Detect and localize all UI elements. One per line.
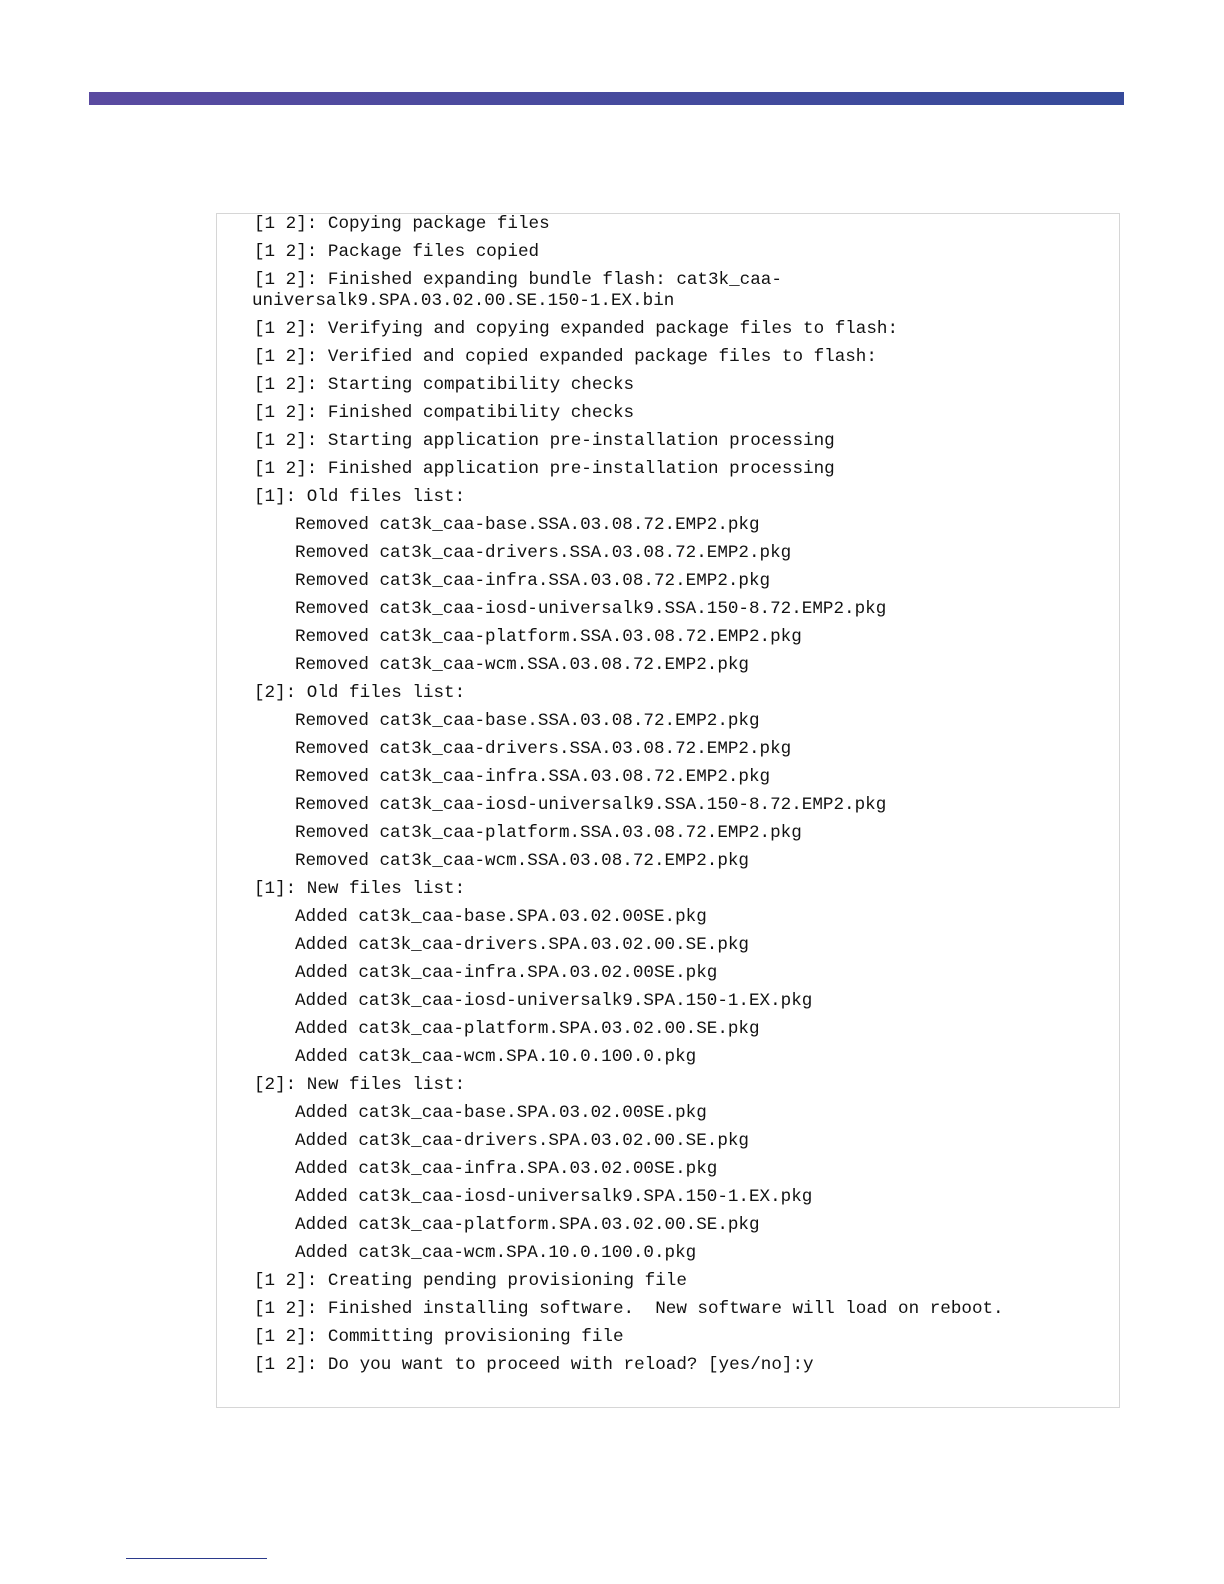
console-line — [254, 655, 1109, 683]
console-line — [254, 1019, 1109, 1047]
console-line-text: [1 2]: Creating pending provisioning file — [254, 1271, 687, 1291]
console-line — [254, 1215, 1109, 1243]
console-line-text: Added cat3k_caa-wcm.SPA.10.0.100.0.pkg — [295, 1047, 697, 1067]
console-line-continuation: universalk9.SPA.03.02.00.SE.150-1.EX.bin — [252, 291, 675, 311]
console-line — [254, 347, 1109, 375]
console-line-text: [1]: New files list: — [254, 879, 466, 899]
console-line-text: [1 2]: Starting application pre-installation processing — [254, 431, 835, 451]
console-line — [254, 487, 1109, 515]
console-line-text: [1 2]: Finished compatibility checks — [254, 403, 635, 423]
console-line — [254, 319, 1109, 347]
console-line-text: [1]: Old files list: — [254, 487, 466, 507]
console-line-text: Removed cat3k_caa-drivers.SSA.03.08.72.EMP2.pkg — [295, 739, 792, 759]
console-line-text: [1 2]: Package files copied — [254, 242, 540, 262]
console-line — [254, 1271, 1109, 1299]
console-line-text: Removed cat3k_caa-wcm.SSA.03.08.72.EMP2.pkg — [295, 851, 749, 871]
console-line — [254, 1243, 1109, 1271]
console-line — [254, 711, 1109, 739]
console-line-text: Removed cat3k_caa-base.SSA.03.08.72.EMP2.pkg — [295, 515, 760, 535]
console-output-box — [216, 213, 1120, 1408]
console-line-text: Removed cat3k_caa-infra.SSA.03.08.72.EMP2.pkg — [295, 767, 771, 787]
console-line — [254, 431, 1109, 459]
console-line — [254, 1103, 1109, 1131]
console-line — [254, 767, 1109, 795]
console-line — [254, 214, 1109, 242]
console-line-text: [1 2]: Finished application pre-installation processing — [254, 459, 835, 479]
console-line — [254, 1187, 1109, 1215]
console-line — [254, 879, 1109, 907]
console-line-text: Added cat3k_caa-base.SPA.03.02.00SE.pkg — [295, 1103, 707, 1123]
console-output-lines — [254, 214, 1109, 1383]
console-line — [254, 795, 1109, 823]
console-line — [254, 1299, 1109, 1327]
console-line-text: Added cat3k_caa-base.SPA.03.02.00SE.pkg — [295, 907, 707, 927]
console-line-text: [1 2]: Verifying and copying expanded package files to flash: — [254, 319, 899, 339]
console-line-text: Removed cat3k_caa-wcm.SSA.03.08.72.EMP2.pkg — [295, 655, 749, 675]
console-line-text: Added cat3k_caa-iosd-universalk9.SPA.150-1.EX.pkg — [295, 1187, 813, 1207]
footer-rule — [126, 1558, 267, 1559]
console-line-text: Removed cat3k_caa-platform.SSA.03.08.72.EMP2.pkg — [295, 823, 802, 843]
console-line-text: [1 2]: Starting compatibility checks — [254, 375, 635, 395]
console-line — [254, 515, 1109, 543]
console-line-text: [1 2]: Do you want to proceed with reload? [yes/no]:y — [254, 1355, 814, 1375]
console-line — [254, 851, 1109, 879]
console-line-text: Added cat3k_caa-drivers.SPA.03.02.00.SE.pkg — [295, 1131, 749, 1151]
console-line — [254, 571, 1109, 599]
console-line-text: [2]: Old files list: — [254, 683, 466, 703]
console-line — [254, 739, 1109, 767]
console-line — [254, 403, 1109, 431]
console-line-text: Removed cat3k_caa-iosd-universalk9.SSA.150-8.72.EMP2.pkg — [295, 599, 887, 619]
console-line — [254, 963, 1109, 991]
console-line-text: [1 2]: Finished expanding bundle flash: cat3k_caa- — [254, 270, 782, 290]
console-line — [254, 907, 1109, 935]
console-line — [254, 935, 1109, 963]
console-line-text: Added cat3k_caa-drivers.SPA.03.02.00.SE.pkg — [295, 935, 749, 955]
console-line — [254, 375, 1109, 403]
console-line — [254, 1075, 1109, 1103]
console-line-text: Added cat3k_caa-platform.SPA.03.02.00.SE.pkg — [295, 1215, 760, 1235]
console-line-text: [1 2]: Verified and copied expanded package files to flash: — [254, 347, 877, 367]
console-line-text: [1 2]: Finished installing software. New software will load on reboot. — [254, 1299, 1004, 1319]
console-line — [254, 1327, 1109, 1355]
console-line — [254, 459, 1109, 487]
console-line-text: Removed cat3k_caa-drivers.SSA.03.08.72.EMP2.pkg — [295, 543, 792, 563]
console-line — [254, 823, 1109, 851]
console-line — [254, 627, 1109, 655]
console-line — [254, 543, 1109, 571]
console-line — [254, 1047, 1109, 1075]
console-line — [254, 1131, 1109, 1159]
console-line — [254, 1355, 1109, 1383]
console-line — [254, 599, 1109, 627]
console-line-text: Added cat3k_caa-infra.SPA.03.02.00SE.pkg — [295, 1159, 718, 1179]
console-line-text: Removed cat3k_caa-iosd-universalk9.SSA.150-8.72.EMP2.pkg — [295, 795, 887, 815]
console-line-text: [1 2]: Copying package files — [254, 214, 550, 234]
console-line — [254, 991, 1109, 1019]
console-line — [254, 242, 1109, 270]
console-line-text: Added cat3k_caa-wcm.SPA.10.0.100.0.pkg — [295, 1243, 697, 1263]
console-line-text: Added cat3k_caa-infra.SPA.03.02.00SE.pkg — [295, 963, 718, 983]
console-line-text: Added cat3k_caa-platform.SPA.03.02.00.SE.pkg — [295, 1019, 760, 1039]
console-line — [254, 270, 1109, 319]
console-line-text: Added cat3k_caa-iosd-universalk9.SPA.150-1.EX.pkg — [295, 991, 813, 1011]
console-line — [254, 683, 1109, 711]
header-accent-bar — [89, 92, 1124, 105]
console-line-text: Removed cat3k_caa-base.SSA.03.08.72.EMP2.pkg — [295, 711, 760, 731]
console-line-text: Removed cat3k_caa-platform.SSA.03.08.72.EMP2.pkg — [295, 627, 802, 647]
console-line-text: Removed cat3k_caa-infra.SSA.03.08.72.EMP2.pkg — [295, 571, 771, 591]
console-line — [254, 1159, 1109, 1187]
console-line-text: [2]: New files list: — [254, 1075, 466, 1095]
console-line-text: [1 2]: Committing provisioning file — [254, 1327, 624, 1347]
